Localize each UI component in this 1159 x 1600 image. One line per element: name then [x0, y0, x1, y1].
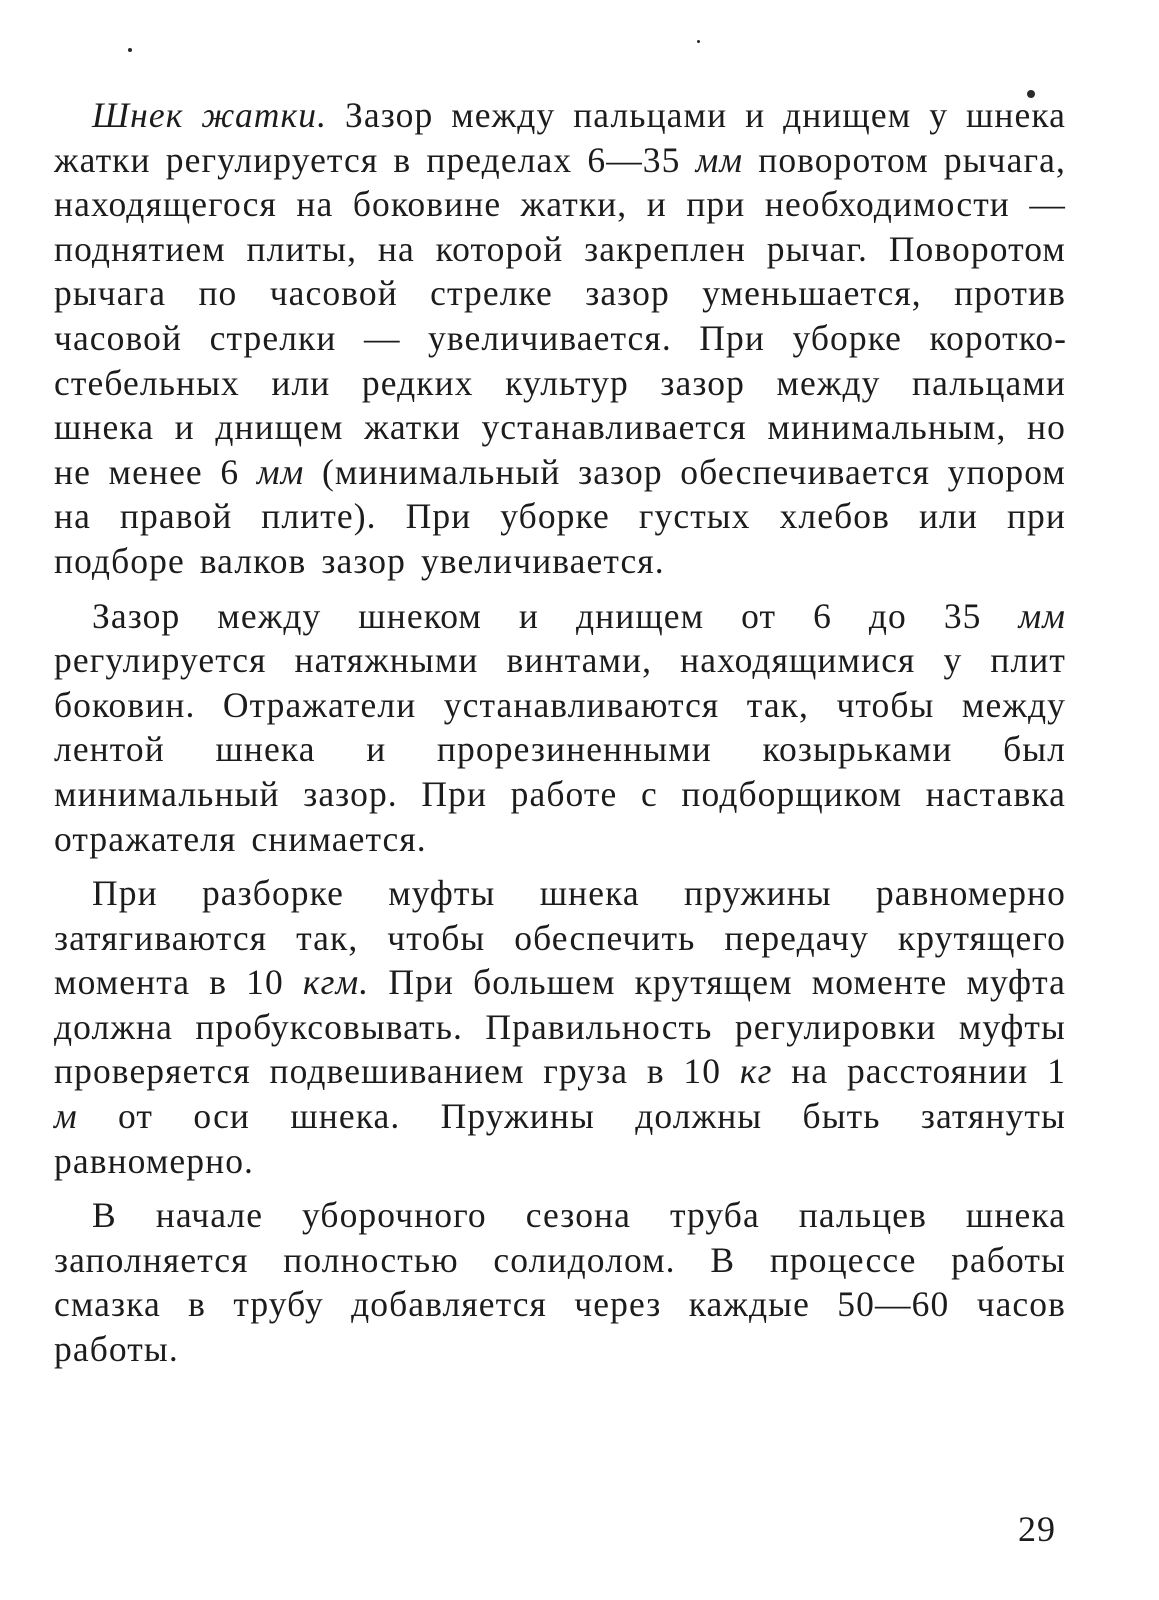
scan-speck: [128, 48, 132, 52]
text-run: При большем крутящем моменте муфта должна пробуксовывать. Правильность регулировки муфты проверяется подвешиванием груза в 10: [54, 962, 1067, 1092]
text-run: поворотом рычага, находящегося на боковине жатки, и при необходимости — поднятием плиты, на которой закреплен рычаг. Поворотом рычага по часовой стрелке зазор уменьшается, против часовой стрелки — увеличивается. При уборке короткостебельных или редких культур зазор между пальцами шнека и днищем жатки устанавливается минимальным, но не менее 6: [54, 139, 1066, 492]
scan-speck: [697, 40, 700, 43]
text-run: Зазор между шнеком и днищем от 6 до 35: [92, 595, 1019, 636]
text-run: В начале уборочного сезона труба пальцев шнека заполняется полностью солидолом. В процессе работы смазка в трубу добавляется через каждые 50—60 часов работы.: [54, 1195, 1066, 1370]
paragraph: [54, 594, 1066, 862]
paragraph: [54, 93, 1066, 584]
section-heading: Шнек жатки.: [92, 95, 328, 135]
text-run: (минимальный зазор обеспечивается упором на правой плите). При уборке густых хлебов или при подборе валков зазор увеличивается.: [54, 451, 1067, 581]
body-text: [54, 93, 1066, 1382]
text-run: Зазор между пальцами и днищем у шнека жатки регулируется в пределах 6—35: [54, 95, 1066, 180]
text-run: от оси шнека. Пружины должны быть затянуты равномерно.: [54, 1096, 1066, 1181]
text-run: регулируется натяжными винтами, находящимися у плит боковин. Отражатели устанавливаются так, чтобы между лентой шнека и прорезиненными козырьками был минимальный зазор. При работе с подборщиком наставка отражателя снимается.: [54, 640, 1066, 859]
unit-label: мм: [256, 451, 305, 492]
text-run: При разборке муфты шнека пружины равномерно затягиваются так, чтобы обеспечить передачу крутящего момента в 10: [54, 873, 1066, 1003]
paragraph: [54, 871, 1066, 1183]
unit-label: мм: [695, 139, 744, 180]
unit-label: кгм.: [302, 962, 370, 1003]
text-run: на расстоянии 1: [772, 1051, 1066, 1092]
page-number: 29: [1018, 1509, 1056, 1549]
unit-label: м: [54, 1096, 78, 1137]
unit-label: кг: [739, 1051, 773, 1092]
paragraph: [54, 1193, 1066, 1371]
unit-label: мм: [1018, 595, 1066, 636]
